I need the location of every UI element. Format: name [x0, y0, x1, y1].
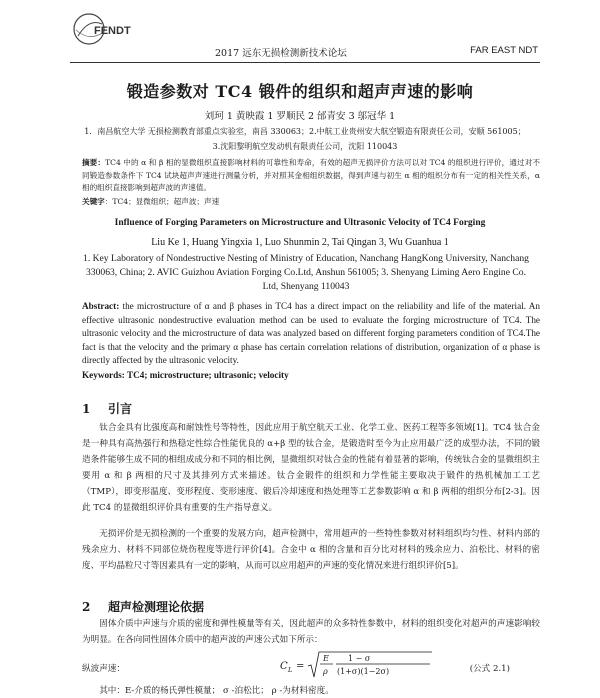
- abstract-zh: [82, 157, 540, 195]
- section-2-heading: [82, 598, 204, 615]
- affiliations-zh: [70, 124, 540, 154]
- section-1-paragraph-2: 无损评价是无损检测的一个重要的发展方向，超声检测中，常用超声的一些特性参数对材料组织均匀性、材料内部的残余应力、材料不同部位烧伤程度等进行评价[4]。合金中 α 相的含量和百分比对材料的残余应力、泊松比、材料的密度、平均晶粒尺寸等因素具有一定的影响，从而可以应用超声的声速的变化情况来进行组织评价[5]。: [82, 529, 540, 571]
- svg-text:E: E: [323, 654, 329, 663]
- svg-text:L: L: [288, 666, 293, 674]
- formula-label: 纵波声速：: [82, 664, 125, 674]
- affiliation-zh-line-2: 3.沈阳黎明航空发动机有限责任公司，沈阳 110043: [212, 142, 398, 151]
- section-1-paragraph-1: 钛合金具有比强度高和耐蚀性号等特性，因此应用于航空航天工业、化学工业、医药工程等多领域[1]。TC4 钛合金是一种具有高热强行和热稳定性综合性能优良的 α+β 型的钛合金，是锻造时至今为止应用最广泛的成型办法，不同的锻造条件能够生成不同的相组成成分和不同的相比例，显微组织对钛合金的性能有着显著的影响，传统钛合金的显微组织主要用 α 和 β 两相的尺寸及其排列方式来描述。钛合金锻件的组织和力学性能主要取决于锻件的热机械加工工艺（TMP），即变形温度、变形程度、变形速度、锻后冷却速度和热处理等工艺参数影响 α 和 β 两相的组织分布[2-3]。因此 TC4 的显微组织评价具有重要的生产指导意义。: [82, 423, 540, 513]
- svg-text:FENDT: FENDT: [94, 25, 131, 37]
- section-2-title: 超声检测理论依据: [108, 600, 205, 614]
- formula-definitions: 其中：E-介质的杨氏弹性模量； σ -泊松比； ρ -为材料密度。: [99, 686, 334, 696]
- keywords-en: Keywords: TC4; microstructure; ultrasonic; velocity: [82, 370, 289, 380]
- forum-name: 2017 远东无损检测新技术论坛: [215, 48, 347, 59]
- keywords-zh-text: TC4；显微组织；超声波；声速: [112, 197, 220, 206]
- abstract-zh-text: TC4 中的 α 和 β 相的显微组织直接影响材料的可靠性和寿命，有效的超声无损评价方法可以对 TC4 的组织进行评价，通过对不同锻造参数条件下 TC4 试块超声声速进行测量分析，并对照其金相组织数据，得到声速与初生 α 相的组织分布有一定的相关性关系，α 相的组织直接影响到超声波的声速值。: [82, 158, 541, 192]
- svg-text:C: C: [280, 661, 288, 672]
- abstract-zh-label: 摘要：: [82, 158, 106, 167]
- section-1-number: 1: [82, 402, 91, 416]
- svg-text:=: =: [296, 661, 305, 672]
- section-2-paragraph-1: 固体介质中声速与介质的密度和弹性模量等有关，因此超声的众多特性参数中，材料的组织变化对超声的声速影响较为明显。在各向同性固体介质中的超声波的声速公式如下所示：: [82, 619, 540, 645]
- authors-zh: 刘珂 1 黄映霞 1 罗顺民 2 邰青安 3 邬冠华 1: [204, 111, 396, 122]
- authors-en: Liu Ke 1, Huang Yingxia 1, Luo Shunmin 2, Tai Qingan 3, Wu Guanhua 1: [151, 237, 449, 248]
- section-1-heading: [82, 400, 132, 417]
- velocity-formula: [278, 650, 448, 680]
- affiliation-zh-line-1: 1．南昌航空大学 无损检测教育部重点实验室，南昌 330063；2.中航工业贵州安大航空锻造有限责任公司，安顺 561005；: [84, 127, 526, 136]
- svg-text:ρ: ρ: [323, 667, 328, 676]
- svg-text:(1+σ)(1−2σ): (1+σ)(1−2σ): [337, 667, 390, 676]
- svg-text:1 − σ: 1 − σ: [348, 654, 371, 663]
- header-rule: [70, 62, 540, 63]
- abstract-en-label: Abstract:: [82, 301, 120, 311]
- affiliations-en: 1. Key Laboratory of Nondestructive Nesting of Ministry of Education, Nanchang HangKong University, Nanchang 330063, China; 2. AVIC Guizhou Aviation Forging Co.Ltd, Anshun 561005; 3. Shenyang Liming Aero Engine Co. Ltd, Shenyang 110043: [83, 253, 529, 292]
- paper-title-en: Influence of Forging Parameters on Microstructure and Ultrasonic Velocity of TC4 Forging: [114, 218, 486, 228]
- paper-title-zh: 锻造参数对 TC4 锻件的组织和超声声速的影响: [126, 82, 474, 101]
- section-1-title: 引言: [108, 402, 133, 416]
- formula-number: (公式 2.1): [469, 664, 510, 674]
- series-name: FAR EAST NDT: [470, 45, 538, 56]
- section-2-number: 2: [82, 600, 91, 614]
- abstract-en-text: the microstructure of α and β phases in TC4 has a direct impact on the reliability and life of the material. An effective ultrasonic nondestructive evaluation method can be used to evaluate the forging microstructure of TC4. The ultrasonic velocity and the microstructure of data was analyzed based on different forging parameters condition of TC4.The fact is that the velocity and the primary α phase has certain correlation relations of distribution, organization of α phase is directly affected by the ultrasonic velocity.: [82, 301, 541, 366]
- abstract-en: [82, 300, 540, 368]
- keywords-zh-label: 关键字: [82, 197, 105, 206]
- keywords-zh: 关键字：TC4；显微组织；超声波；声速: [82, 197, 220, 206]
- fendt-logo: [72, 12, 146, 46]
- formula-row: [82, 650, 540, 680]
